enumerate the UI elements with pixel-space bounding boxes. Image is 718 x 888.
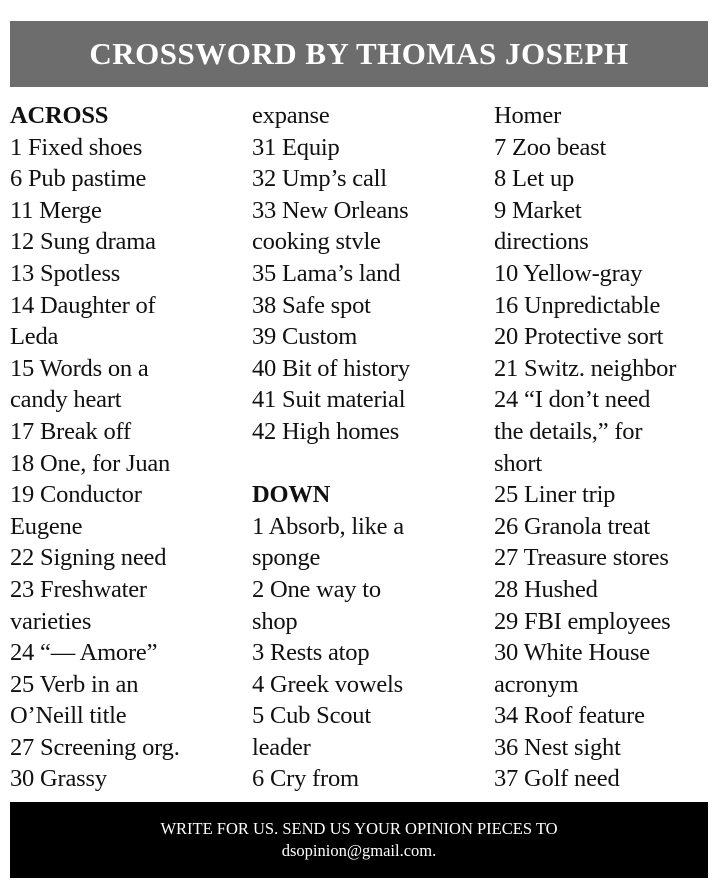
clue-line: candy heart xyxy=(10,386,122,414)
clue-line: 14 Daughter of xyxy=(10,291,156,319)
clue-column-2 xyxy=(252,100,410,795)
clue-line: 28 Hushed xyxy=(494,575,598,603)
clue-line: 27 Treasure stores xyxy=(494,544,669,572)
clue-line: 1 Absorb, like a xyxy=(252,512,404,540)
clue-line: 30 Grassy xyxy=(10,765,107,793)
section-heading: DOWN xyxy=(252,481,331,509)
clue-column-1 xyxy=(10,100,180,795)
clue-line: 16 Unpredictable xyxy=(494,291,661,319)
clue-line: short xyxy=(494,449,543,477)
clue-line: 26 Granola treat xyxy=(494,512,650,540)
clue-line: 19 Conductor xyxy=(10,481,142,509)
clue-line: 4 Greek vowels xyxy=(252,670,403,698)
clue-line: cooking stvle xyxy=(252,228,381,256)
clue-line: 7 Zoo beast xyxy=(494,133,607,161)
clue-line: 20 Protective sort xyxy=(494,323,664,351)
clue-line: 32 Ump’s call xyxy=(252,165,387,193)
clue-line: 37 Golf need xyxy=(494,765,620,793)
clue-line: 18 One, for Juan xyxy=(10,449,171,477)
footer-line-1: WRITE FOR US. SEND US YOUR OPINION PIECES TO xyxy=(160,819,558,838)
clue-line: 8 Let up xyxy=(494,165,575,193)
clue-line: 25 Verb in an xyxy=(10,670,139,698)
clue-line: sponge xyxy=(252,544,321,572)
clue-line: 2 One way to xyxy=(252,575,381,603)
clue-line: expanse xyxy=(252,102,330,129)
clue-line: 27 Screening org. xyxy=(10,733,180,761)
clue-line: 13 Spotless xyxy=(10,259,121,287)
clue-line: 1 Fixed shoes xyxy=(10,133,143,161)
clue-line: 9 Market xyxy=(494,196,582,224)
clue-line: the details,” for xyxy=(494,417,643,445)
clue-line: 15 Words on a xyxy=(10,354,149,382)
clue-line: Homer xyxy=(494,102,562,129)
clue-line: 10 Yellow-gray xyxy=(494,259,643,287)
clue-line: Eugene xyxy=(10,512,83,540)
page-title: CROSSWORD BY THOMAS JOSEPH xyxy=(10,21,708,87)
footer-email: dsopinion@gmail.com. xyxy=(281,841,437,860)
clue-line: 12 Sung drama xyxy=(10,228,156,256)
clue-line: 34 Roof feature xyxy=(494,702,645,730)
clue-line: 25 Liner trip xyxy=(494,481,616,509)
clue-line: 38 Safe spot xyxy=(252,291,371,319)
clue-line: 39 Custom xyxy=(252,323,358,351)
clue-line: 35 Lama’s land xyxy=(252,259,401,287)
clue-line: 3 Rests atop xyxy=(252,639,370,667)
clue-line: 21 Switz. neighbor xyxy=(494,354,677,382)
clue-line: 17 Break off xyxy=(10,417,131,445)
clue-line: Leda xyxy=(10,323,59,351)
clue-line: varieties xyxy=(10,607,92,635)
clue-line: shop xyxy=(252,607,298,635)
clue-line: acronym xyxy=(494,670,579,698)
clue-line: 30 White House xyxy=(494,639,650,667)
clue-line: 6 Pub pastime xyxy=(10,165,147,193)
spacer xyxy=(252,448,410,480)
clue-line: O’Neill title xyxy=(10,702,127,730)
clue-line: 24 “I don’t need xyxy=(494,386,651,414)
clue-line: 40 Bit of history xyxy=(252,354,410,382)
section-heading: ACROSS xyxy=(10,102,109,129)
clue-line: 33 New Orleans xyxy=(252,196,409,224)
clue-line: 6 Cry from xyxy=(252,765,359,793)
clue-line: 5 Cub Scout xyxy=(252,702,371,730)
clue-column-3 xyxy=(494,100,676,795)
clue-line: 36 Nest sight xyxy=(494,733,621,761)
clue-line: 29 FBI employees xyxy=(494,607,671,635)
clue-line: 23 Freshwater xyxy=(10,575,147,603)
clue-line: leader xyxy=(252,733,311,761)
clue-line: 24 “— Amore” xyxy=(10,639,158,667)
clue-line: 22 Signing need xyxy=(10,544,167,572)
clue-line: directions xyxy=(494,228,589,256)
clue-line: 42 High homes xyxy=(252,417,400,445)
footer-banner xyxy=(10,802,708,878)
clue-line: 11 Merge xyxy=(10,196,102,224)
clue-line: 31 Equip xyxy=(252,133,340,161)
clue-line: 41 Suit material xyxy=(252,386,406,414)
